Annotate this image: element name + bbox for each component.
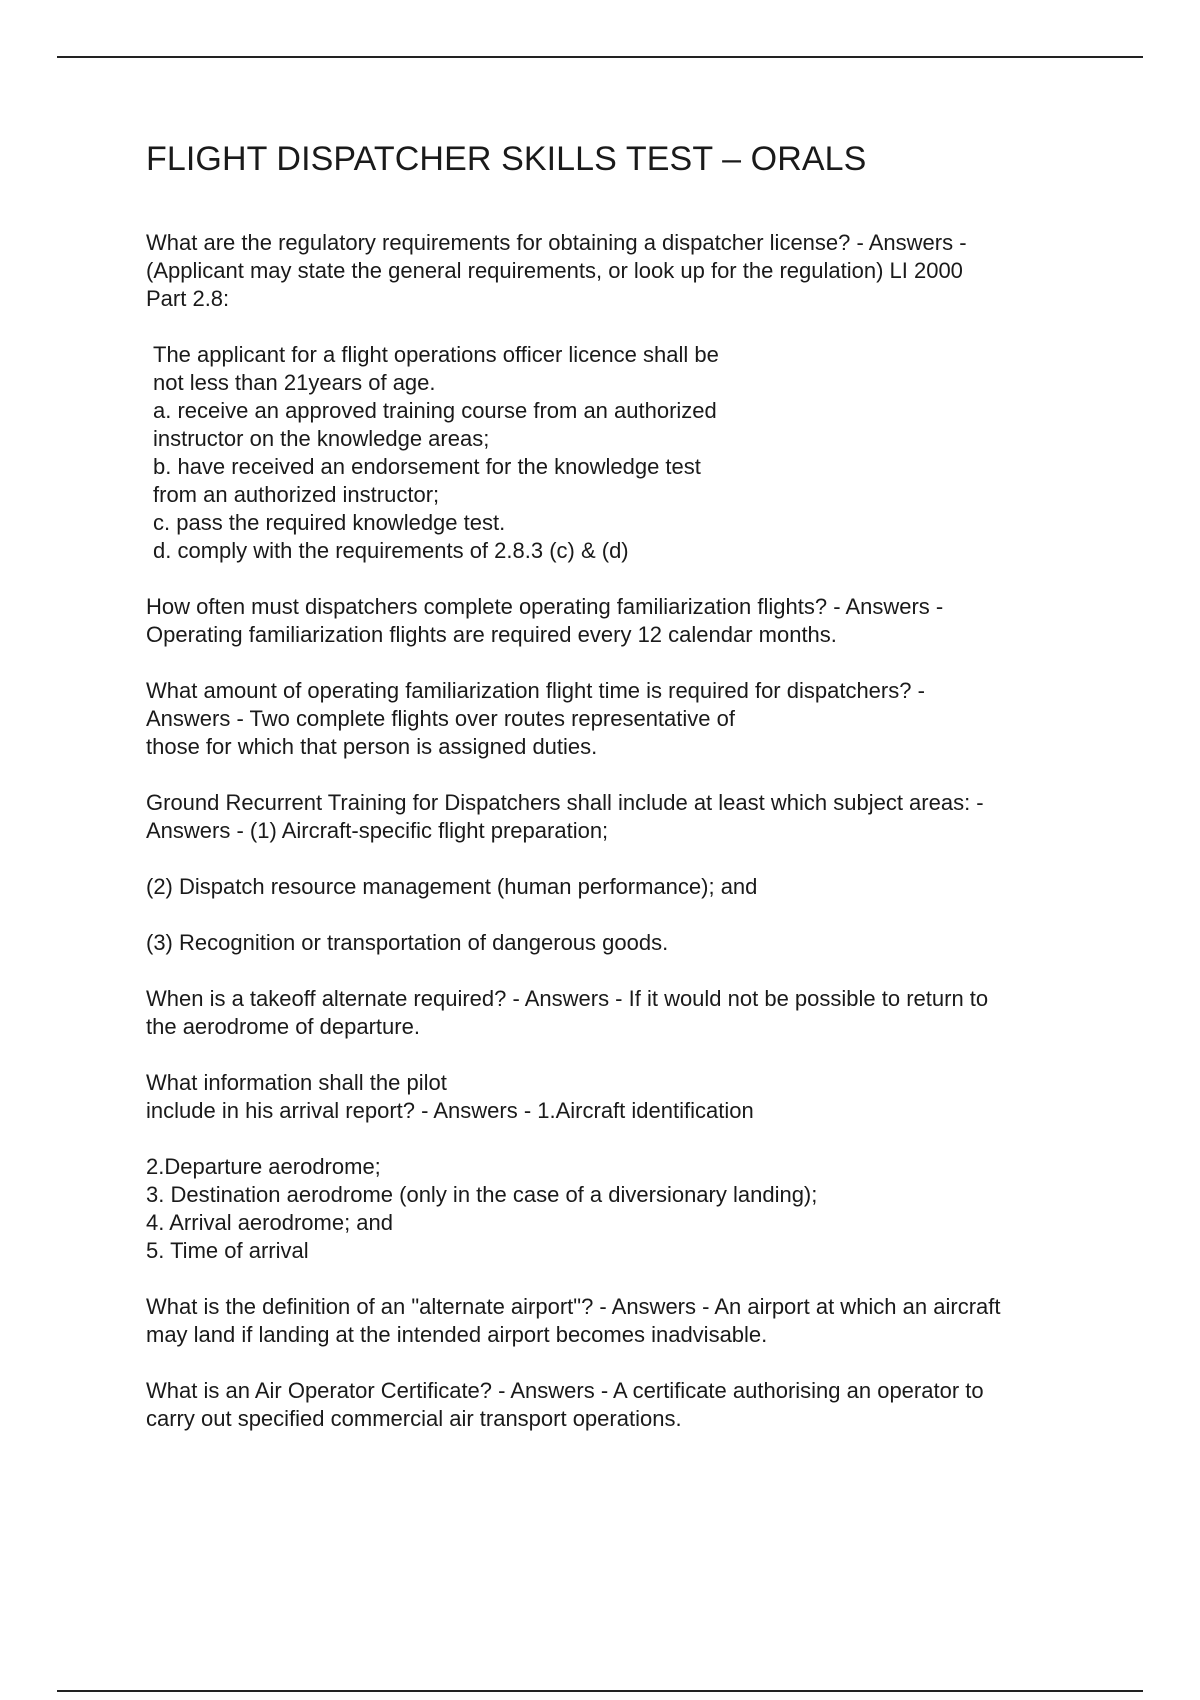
qa-paragraph bbox=[146, 789, 1096, 845]
paragraph-gap bbox=[146, 957, 1096, 985]
paragraph-gap bbox=[146, 649, 1096, 677]
paragraph-gap bbox=[146, 565, 1096, 593]
text-line: What is the definition of an "alternate airport"? - Answers - An airport at which an aircraft bbox=[146, 1294, 1001, 1319]
qa-paragraph bbox=[146, 873, 1096, 901]
text-line: Answers - (1) Aircraft-specific flight preparation; bbox=[146, 818, 609, 843]
text-line: 5. Time of arrival bbox=[146, 1238, 309, 1263]
qa-paragraph bbox=[146, 677, 1096, 761]
paragraph-gap bbox=[146, 1125, 1096, 1153]
text-line: include in his arrival report? - Answers - 1.Aircraft identification bbox=[146, 1098, 754, 1123]
text-line: What information shall the pilot bbox=[146, 1070, 447, 1095]
text-line: When is a takeoff alternate required? - Answers - If it would not be possible to return to bbox=[146, 986, 989, 1011]
text-line: b. have received an endorsement for the knowledge test bbox=[153, 454, 701, 479]
text-line: What is an Air Operator Certificate? - Answers - A certificate authorising an operator to bbox=[146, 1378, 984, 1403]
text-line: Operating familiarization flights are required every 12 calendar months. bbox=[146, 622, 837, 647]
text-line: Ground Recurrent Training for Dispatchers shall include at least which subject areas: - bbox=[146, 790, 984, 815]
text-line: The applicant for a flight operations officer licence shall be bbox=[153, 342, 719, 367]
qa-paragraph bbox=[146, 593, 1096, 649]
paragraph-gap bbox=[146, 1349, 1096, 1377]
page-title: FLIGHT DISPATCHER SKILLS TEST – ORALS bbox=[146, 140, 867, 178]
text-line: may land if landing at the intended airport becomes inadvisable. bbox=[146, 1322, 768, 1347]
text-line: carry out specified commercial air transport operations. bbox=[146, 1406, 682, 1431]
top-rule bbox=[57, 56, 1143, 58]
text-line: 4. Arrival aerodrome; and bbox=[146, 1210, 394, 1235]
text-line: (Applicant may state the general requirements, or look up for the regulation) LI 2000 bbox=[146, 258, 963, 283]
paragraph-gap bbox=[146, 1041, 1096, 1069]
text-line: instructor on the knowledge areas; bbox=[153, 426, 490, 451]
qa-paragraph bbox=[146, 1293, 1096, 1349]
document-body bbox=[146, 229, 1096, 1433]
qa-paragraph bbox=[146, 929, 1096, 957]
text-line: (2) Dispatch resource management (human performance); and bbox=[146, 874, 758, 899]
paragraph-gap bbox=[146, 313, 1096, 341]
text-line: What are the regulatory requirements for obtaining a dispatcher license? - Answers - bbox=[146, 230, 967, 255]
paragraph-gap bbox=[146, 845, 1096, 873]
qa-paragraph bbox=[146, 1377, 1096, 1433]
paragraph-gap bbox=[146, 901, 1096, 929]
paragraph-gap bbox=[146, 1265, 1096, 1293]
text-line: c. pass the required knowledge test. bbox=[153, 510, 506, 535]
text-line: 3. Destination aerodrome (only in the case of a diversionary landing); bbox=[146, 1182, 818, 1207]
text-line: What amount of operating familiarization flight time is required for dispatchers? - bbox=[146, 678, 925, 703]
text-line: How often must dispatchers complete operating familiarization flights? - Answers - bbox=[146, 594, 944, 619]
text-line: d. comply with the requirements of 2.8.3 (c) & (d) bbox=[153, 538, 629, 563]
quoted-regulation bbox=[146, 341, 1096, 565]
text-line: from an authorized instructor; bbox=[153, 482, 440, 507]
text-line: those for which that person is assigned duties. bbox=[146, 734, 598, 759]
qa-paragraph bbox=[146, 985, 1096, 1041]
paragraph-gap bbox=[146, 761, 1096, 789]
qa-paragraph bbox=[146, 1153, 1096, 1265]
text-line: 2.Departure aerodrome; bbox=[146, 1154, 381, 1179]
qa-paragraph bbox=[146, 1069, 1096, 1125]
text-line: Part 2.8: bbox=[146, 286, 230, 311]
qa-paragraph bbox=[146, 229, 1096, 313]
text-line: not less than 21years of age. bbox=[153, 370, 436, 395]
bottom-rule bbox=[57, 1690, 1143, 1692]
text-line: a. receive an approved training course from an authorized bbox=[153, 398, 717, 423]
text-line: Answers - Two complete flights over routes representative of bbox=[146, 706, 735, 731]
text-line: the aerodrome of departure. bbox=[146, 1014, 420, 1039]
text-line: (3) Recognition or transportation of dangerous goods. bbox=[146, 930, 669, 955]
